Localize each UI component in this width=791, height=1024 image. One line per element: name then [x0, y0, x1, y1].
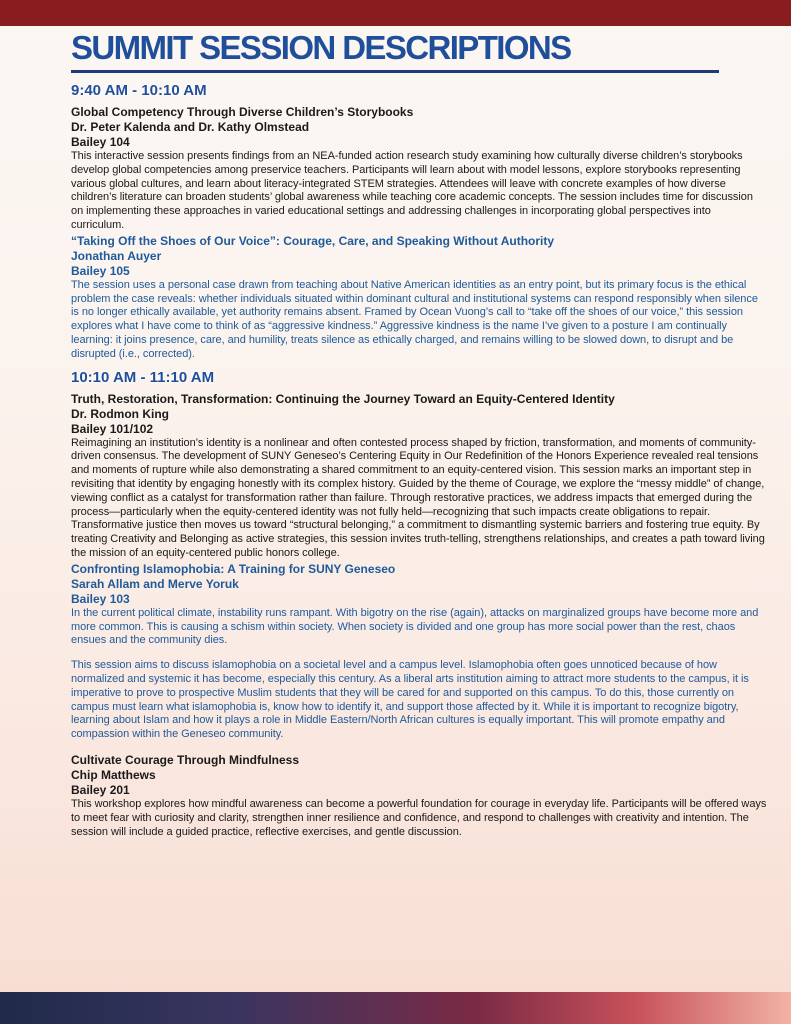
session-title: “Taking Off the Shoes of Our Voice”: Courage, Care, and Speaking Without Authority — [71, 233, 555, 248]
title-divider — [71, 70, 719, 73]
session-title: Cultivate Courage Through Mindfulness — [71, 752, 300, 767]
paragraph-spacer — [71, 649, 767, 659]
session-description: This workshop explores how mindful awareness can become a powerful foundation for courage in everyday life. Participants will be offered ways to meet fear with curiosity and clarity, strengthen inner resilience and confidence, and respond to challenges with creativity and intention. The session will include a guided practice, reflective exercises, and gentle discussion. — [71, 797, 767, 838]
session-description: This interactive session presents findings from an NEA-funded action research study examining how culturally diverse children’s storybooks develop global competencies among preservice teachers. Participants will learn about with model lessons, explore storybooks representing various global cultures, and learn about literacy-integrated STEM strategies. Attendees will leave with concrete examples of how diverse children’s literature can broaden students’ global awareness while teaching core academic concepts. The session includes time for discussion on implementing these approaches in varied educational settings and addressing challenges in incorporating global perspectives into curriculum. — [71, 150, 753, 231]
session-title: Truth, Restoration, Transformation: Continuing the Journey Toward an Equity-Centered Identity — [71, 391, 615, 406]
time-heading-first: 9:40 AM - 10:10 AM — [71, 82, 207, 99]
session-room: Bailey 105 — [71, 263, 130, 278]
top-banner — [0, 0, 791, 26]
session-presenters: Sarah Allam and Merve Yoruk — [71, 576, 239, 591]
session-description: The session uses a personal case drawn from teaching about Native American identities as an entry point, but its primary focus is the ethical problem the case reveals: whether individuals situated within dominant cultural and institutional systems can respond responsibly when silence is no longer ethically available, yet authority remains absent. Framed by Ocean Vuong’s call to “take off the shoes of our voice,” this session explores what I have come to think of as “aggressive kindness.” Aggressive kindness is the name I’ve given to a posture I am continually learning: it joins presence, care, and humility, treats silence as ethically charged, and remains willing to be slowed down, to disrupt and be disrupted (i.e., corrected). — [71, 278, 758, 360]
session-shoes-of-our-voice — [71, 234, 767, 362]
session-room: Bailey 201 — [71, 782, 130, 797]
session-description: Reimagining an institution’s identity is a nonlinear and often contested process shaped by friction, transformation, and moments of community-driven consensus. The development of SUNY Geneseo’s Centering Equity in Our Redefinition of the Honors Experience revealed real tensions and moments of rupture while also demonstrating a shared commitment to an equity-centered vision. This session marks an important step in revisiting that identity by engaging honestly with its complex history. Guided by the theme of Courage, we explore the “messy middle” of change, viewing conflict as a catalyst for transformation rather than failure. Through restorative practices, we address impacts that emerged during the process—particularly when the equity-centered identity was not fully held—recognizing that such impacts create obligations to repair. Transformative justice then moves us toward “structural belonging,” a commitment to dismantling systemic barriers and fostering true equity. By treating Creativity and Belonging as active strategies, this session invites truth-telling, strengthens relationships, and creates a path toward living the mission of an equity-centered public honors college. — [71, 436, 765, 559]
session-title: Global Competency Through Diverse Children’s Storybooks — [71, 105, 414, 119]
session-presenters: Dr. Peter Kalenda and Dr. Kathy Olmstead — [71, 120, 310, 134]
session-description-continued: This session aims to discuss islamophobia on a societal level and a campus level. Islamophobia often goes unnoticed because of how normalized and systemic it has become, especially this century. As a liberal arts institution aiming to attract more students to the campus, it is imperative to prove to prospective Muslim students that they will be cared for and supported on this campus. To do this, those currently on campus must learn what islamophobia is, know how to identify it, and support those affected by it. While it is important to recognize bigotry, learning about Islam and how it plays a role in Middle Eastern/North African cultures is equally important. This will promote empathy and compassion within the Geneseo community. — [71, 659, 749, 741]
page-title: SUMMIT SESSION DESCRIPTIONS — [71, 29, 571, 66]
session-truth-restoration — [71, 392, 767, 561]
session-room: Bailey 103 — [71, 591, 130, 606]
session-global-competency — [71, 105, 767, 233]
sessions-content — [71, 81, 767, 840]
section-spacer — [71, 743, 767, 753]
bottom-gradient-banner — [0, 992, 791, 1024]
session-presenters: Jonathan Auyer — [71, 248, 162, 263]
session-presenters: Dr. Rodmon King — [71, 406, 169, 421]
session-title: Confronting Islamophobia: A Training for SUNY Geneseo — [71, 561, 396, 576]
session-room: Bailey 104 — [71, 135, 130, 149]
session-confronting-islamophobia — [71, 562, 767, 742]
session-room: Bailey 101/102 — [71, 421, 154, 436]
session-description: In the current political climate, instability runs rampant. With bigotry on the rise (again), attacks on marginalized groups have become more and more common. This is causing a schism within society. When society is divided and one group has more social power than the rest, chaos ensues and the community dies. — [71, 606, 759, 647]
session-presenters: Chip Matthews — [71, 767, 156, 782]
session-mindfulness — [71, 753, 767, 839]
time-heading-second: 10:10 AM - 11:10 AM — [71, 368, 215, 386]
